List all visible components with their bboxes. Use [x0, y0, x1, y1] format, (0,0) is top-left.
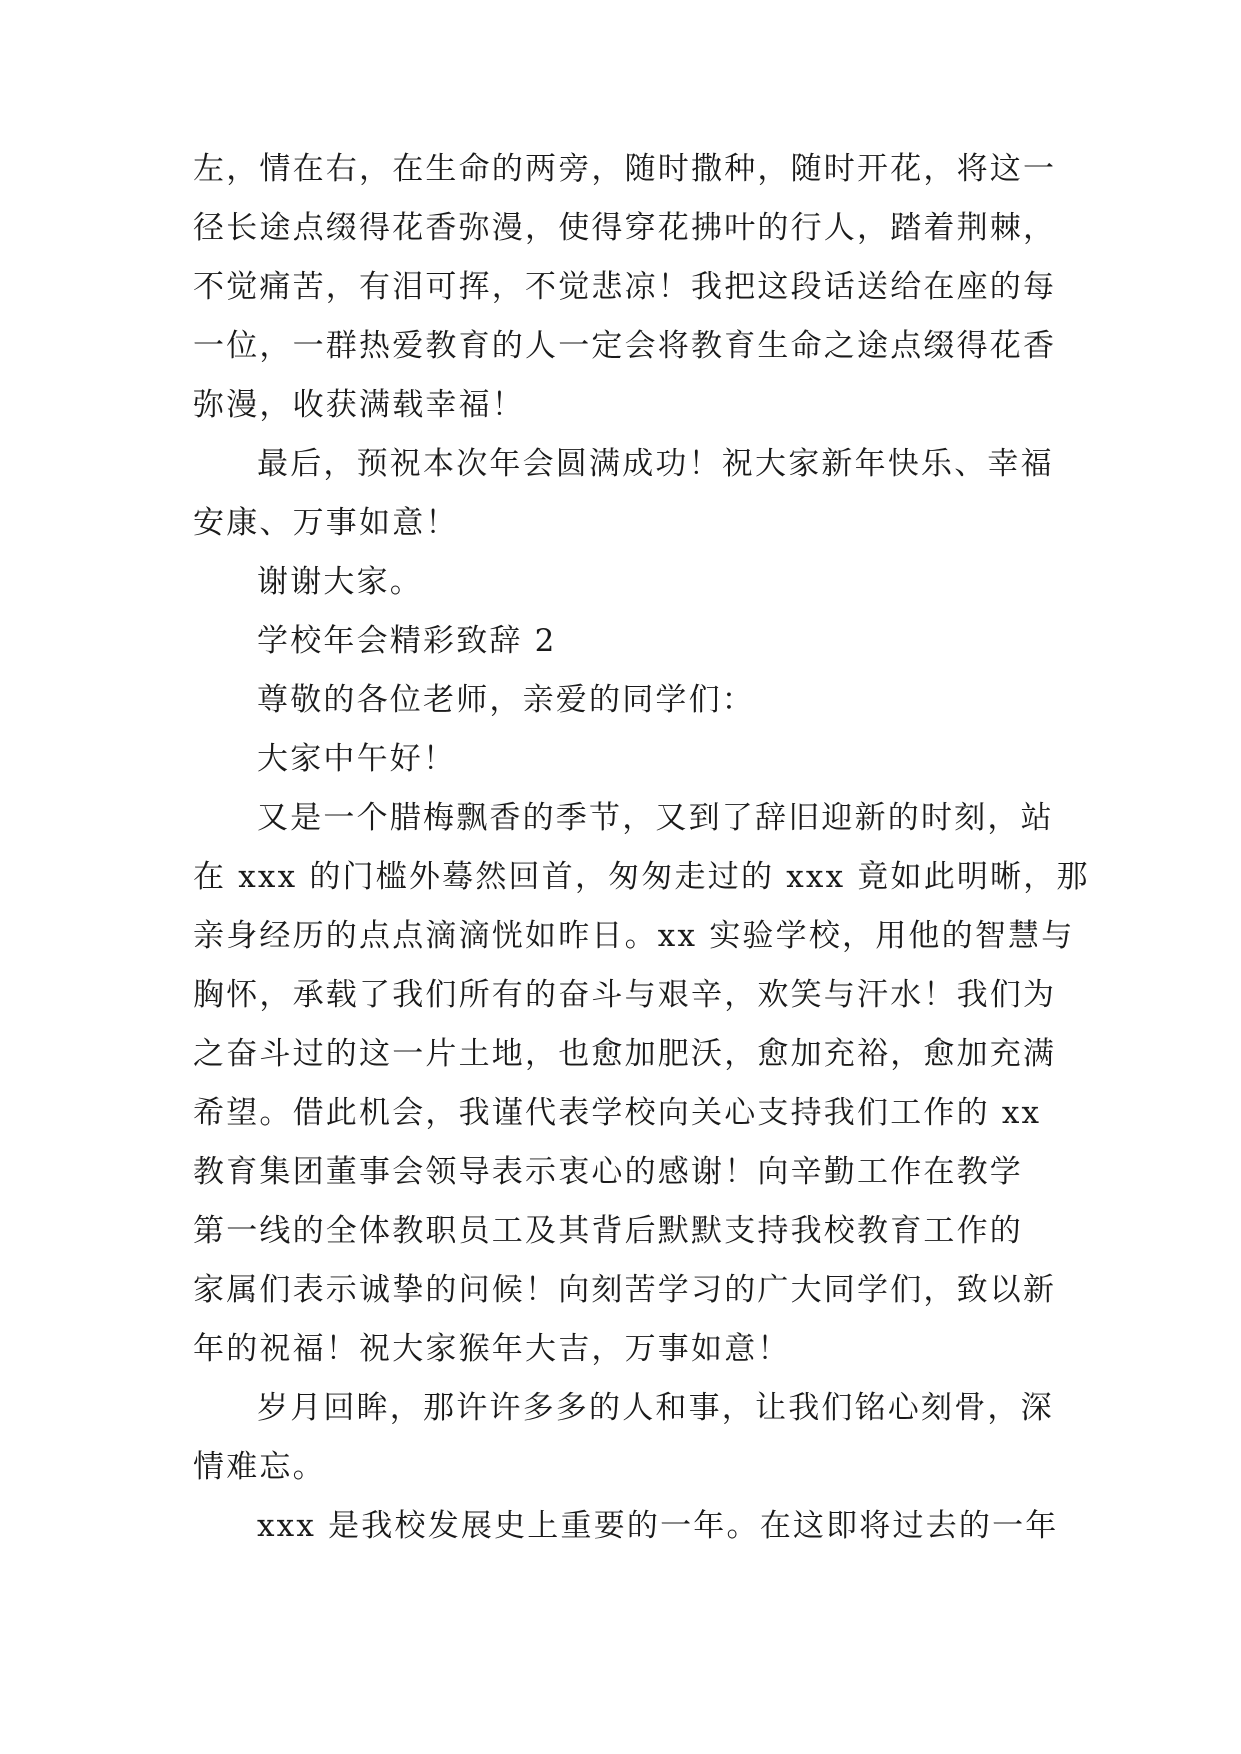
- body-text-line: 教育集团董事会领导表示衷心的感谢！向辛勤工作在教学: [193, 1154, 1023, 1190]
- body-text-line: 之奋斗过的这一片土地，也愈加肥沃，愈加充裕，愈加充满: [193, 1036, 1057, 1072]
- body-text-line: 希望。借此机会，我谨代表学校向关心支持我们工作的 xx: [193, 1095, 1042, 1131]
- greeting-line: 大家中午好！: [257, 741, 457, 777]
- paragraph-first-line: 最后，预祝本次年会圆满成功！祝大家新年快乐、幸福: [257, 446, 1054, 482]
- body-text-line: 弥漫，收获满载幸福！: [193, 387, 525, 423]
- body-text-line: 左，情在右，在生命的两旁，随时撒种，随时开花，将这一: [193, 151, 1057, 187]
- body-text-line: 年的祝福！祝大家猴年大吉，万事如意！: [193, 1331, 791, 1367]
- body-text-line: 安康、万事如意！: [193, 505, 459, 541]
- salutation-line: 尊敬的各位老师，亲爱的同学们：: [257, 682, 755, 718]
- closing-line: 谢谢大家。: [257, 564, 423, 600]
- body-text-line: 情难忘。: [193, 1449, 326, 1485]
- paragraph-first-line: 岁月回眸，那许许多多的人和事，让我们铭心刻骨，深: [257, 1390, 1054, 1426]
- paragraph-first-line: xxx 是我校发展史上重要的一年。在这即将过去的一年: [257, 1508, 1059, 1544]
- body-text-line: 第一线的全体教职员工及其背后默默支持我校教育工作的: [193, 1213, 1023, 1249]
- body-text-line: 不觉痛苦，有泪可挥，不觉悲凉！我把这段话送给在座的每: [193, 269, 1057, 305]
- paragraph-first-line: 又是一个腊梅飘香的季节，又到了辞旧迎新的时刻，站: [257, 800, 1054, 836]
- section-title: 学校年会精彩致辞 2: [257, 623, 557, 659]
- body-text-line: 一位，一群热爱教育的人一定会将教育生命之途点缀得花香: [193, 328, 1057, 364]
- body-text-line: 在 xxx 的门槛外蓦然回首，匆匆走过的 xxx 竟如此明晰，那: [193, 859, 1090, 895]
- body-text-line: 家属们表示诚挚的问候！向刻苦学习的广大同学们，致以新: [193, 1272, 1057, 1308]
- body-text-line: 亲身经历的点点滴滴恍如昨日。xx 实验学校，用他的智慧与: [193, 918, 1075, 954]
- body-text-line: 胸怀，承载了我们所有的奋斗与艰辛，欢笑与汗水！我们为: [193, 977, 1057, 1013]
- body-text-line: 径长途点缀得花香弥漫，使得穿花拂叶的行人，踏着荆棘，: [193, 210, 1057, 246]
